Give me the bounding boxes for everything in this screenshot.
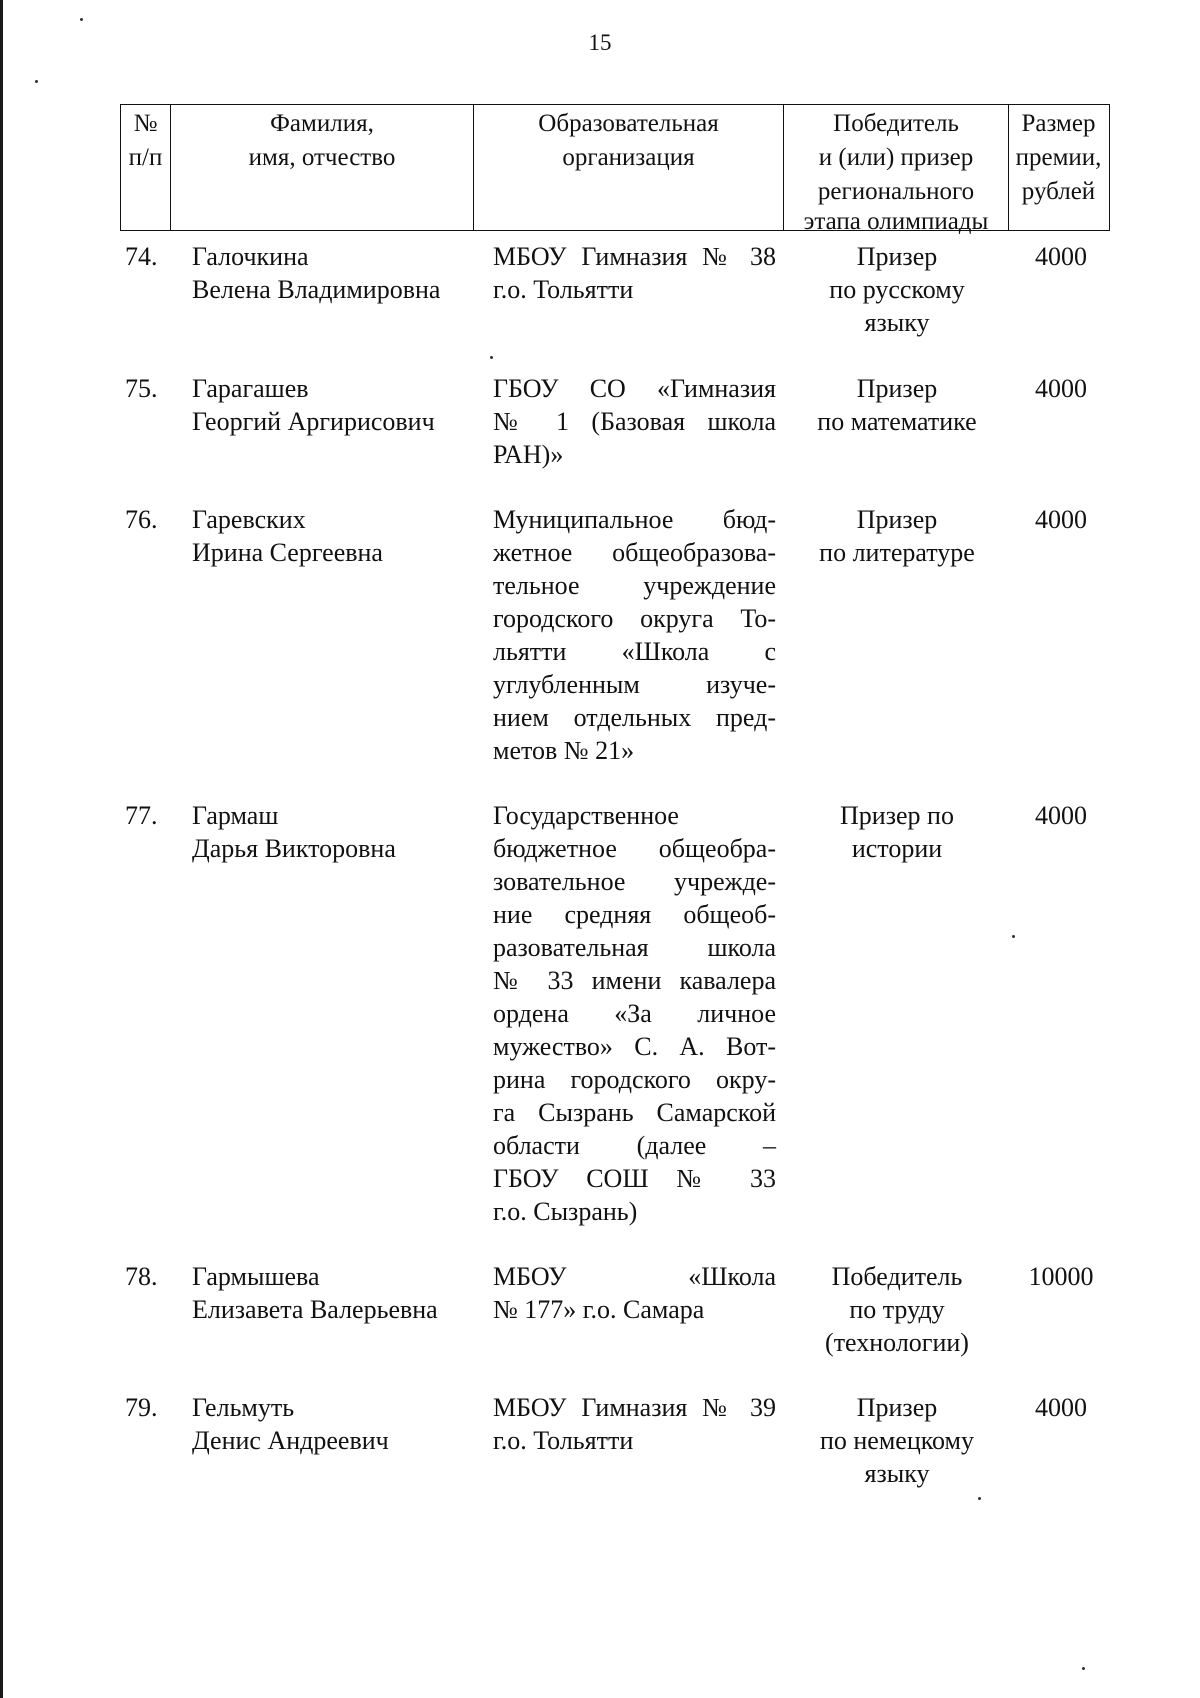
organization-line: ние средняя общеоб- xyxy=(493,900,776,929)
header-org-line: организация xyxy=(562,144,695,171)
person-name-line: Гарагашев xyxy=(192,374,309,403)
organization-line: области (далее – xyxy=(493,1131,776,1160)
organization xyxy=(493,372,776,471)
organization-line: углубленным изуче- xyxy=(493,670,776,699)
person-name xyxy=(192,799,482,865)
scan-speck xyxy=(1012,935,1015,938)
award-status-line: по литературе xyxy=(819,538,975,567)
scan-speck xyxy=(35,80,38,83)
award-status-line: Призер xyxy=(856,505,938,534)
header-award-line: и (или) призер xyxy=(818,144,974,171)
person-name-line: Галочкина xyxy=(192,242,309,271)
organization xyxy=(493,799,776,1228)
organization-line: г.о. Сызрань) xyxy=(493,1197,638,1226)
person-name-line: Дарья Викторовна xyxy=(192,834,396,863)
organization-line: ГБОУ СО «Гимназия xyxy=(493,374,776,403)
organization-line: метов № 21» xyxy=(493,736,635,765)
award-status-line: языку xyxy=(864,1459,930,1488)
award-status-line: Призер по xyxy=(840,801,954,830)
award-status-line: языку xyxy=(864,308,930,337)
award-status-line: по математике xyxy=(817,407,977,436)
organization-line: МБОУ «Школа xyxy=(493,1262,776,1291)
person-name-line: Гармаш xyxy=(192,801,279,830)
header-award-line: этапа олимпиады xyxy=(803,208,989,235)
person-name xyxy=(192,503,482,569)
award-status-line: по труду xyxy=(849,1295,945,1324)
organization-line: жетное общеобразова- xyxy=(493,538,776,567)
header-num-line: п/п xyxy=(128,144,163,171)
header-name xyxy=(171,105,474,230)
organization xyxy=(493,503,776,767)
award-status xyxy=(787,372,1007,438)
row-number: 76. xyxy=(125,505,158,534)
prize-amount: 4000 xyxy=(1035,374,1087,403)
organization-line: бюджетное общеобра- xyxy=(493,834,776,863)
header-org xyxy=(474,105,784,230)
prize-amount: 4000 xyxy=(1035,801,1087,830)
organization-line: г.о. Тольятти xyxy=(493,275,634,304)
organization-line: МБОУ Гимназия № 38 xyxy=(493,242,776,271)
person-name xyxy=(192,1391,482,1457)
prize-amount: 4000 xyxy=(1035,1393,1087,1422)
scan-speck xyxy=(80,18,83,21)
person-name-line: Георгий Аргирисович xyxy=(192,407,435,436)
award-status xyxy=(787,1260,1007,1359)
organization-line: № 1 (Базовая школа xyxy=(493,407,776,436)
scan-left-edge xyxy=(0,0,3,1698)
header-prize xyxy=(1009,105,1108,230)
scan-speck xyxy=(1082,1667,1085,1670)
row-number: 78. xyxy=(125,1262,158,1291)
organization-line: городского округа То- xyxy=(493,604,776,633)
award-status xyxy=(787,503,1007,569)
organization-line: ГБОУ СОШ № 33 xyxy=(493,1164,776,1193)
award-status-line: Призер xyxy=(856,374,938,403)
page-number: 15 xyxy=(588,30,612,55)
row-number: 74. xyxy=(125,242,158,271)
organization-line: га Сызрань Самарской xyxy=(493,1098,776,1127)
scan-speck xyxy=(978,1497,981,1500)
organization-line: мужество» С. А. Вот- xyxy=(493,1032,776,1061)
header-num-line: № xyxy=(133,110,158,137)
organization xyxy=(493,1391,776,1457)
organization-line: нием отдельных пред- xyxy=(493,703,776,732)
person-name xyxy=(192,240,482,306)
header-award xyxy=(784,105,1009,235)
organization-line: зовательное учрежде- xyxy=(493,867,776,896)
organization-line: разовательная школа xyxy=(493,933,776,962)
award-status-line: Победитель xyxy=(831,1262,963,1291)
person-name-line: Ирина Сергеевна xyxy=(192,538,383,567)
award-status-line: Призер xyxy=(856,242,938,271)
table-header xyxy=(120,104,1110,235)
header-org-line: Образовательная xyxy=(538,110,719,137)
header-prize-line: Размер xyxy=(1021,110,1096,137)
prize-amount: 4000 xyxy=(1035,242,1087,271)
header-name-line: имя, отчество xyxy=(248,144,396,171)
person-name-line: Гармышева xyxy=(192,1262,320,1291)
organization xyxy=(493,1260,776,1326)
award-status-line: по русскому xyxy=(829,275,965,304)
row-number: 77. xyxy=(125,801,158,830)
award-status-line: по немецкому xyxy=(819,1426,975,1455)
award-status-line: (технологии) xyxy=(825,1328,969,1357)
header-name-line: Фамилия, xyxy=(270,110,374,137)
organization-line: РАН)» xyxy=(493,440,564,469)
organization-line: льятти «Школа с xyxy=(493,637,776,666)
organization-line: № 33 имени кавалера xyxy=(493,966,776,995)
header-prize-line: премии, xyxy=(1015,144,1102,171)
header-prize-line: рублей xyxy=(1021,178,1096,205)
person-name-line: Гаревских xyxy=(192,505,306,534)
organization-line: Муниципальное бюд- xyxy=(493,505,776,534)
scan-speck xyxy=(490,356,493,359)
person-name-line: Денис Андреевич xyxy=(192,1426,389,1455)
organization-line: ордена «За личное xyxy=(493,999,776,1028)
organization-line: г.о. Тольятти xyxy=(493,1426,634,1455)
award-status-line: Призер xyxy=(856,1393,938,1422)
row-number: 79. xyxy=(125,1393,158,1422)
prize-amount: 4000 xyxy=(1035,505,1087,534)
prize-amount: 10000 xyxy=(1028,1262,1094,1291)
organization-line: тельное учреждение xyxy=(493,571,776,600)
row-number: 75. xyxy=(125,374,158,403)
person-name xyxy=(192,372,482,438)
award-status xyxy=(787,799,1007,865)
organization-line: МБОУ Гимназия № 39 xyxy=(493,1393,776,1422)
person-name-line: Гельмуть xyxy=(192,1393,295,1422)
organization-line: рина городского окру- xyxy=(493,1065,776,1094)
header-num xyxy=(121,105,171,230)
header-award-line: Победитель xyxy=(833,110,959,137)
organization-line: № 177» г.о. Самара xyxy=(493,1295,705,1324)
award-status xyxy=(787,240,1007,339)
person-name-line: Велена Владимировна xyxy=(192,275,441,304)
header-award-line: регионального xyxy=(817,178,975,205)
organization-line: Государственное xyxy=(493,801,679,830)
award-status xyxy=(787,1391,1007,1490)
award-status-line: истории xyxy=(851,834,943,863)
person-name xyxy=(192,1260,482,1326)
organization xyxy=(493,240,776,306)
person-name-line: Елизавета Валерьевна xyxy=(192,1295,438,1324)
